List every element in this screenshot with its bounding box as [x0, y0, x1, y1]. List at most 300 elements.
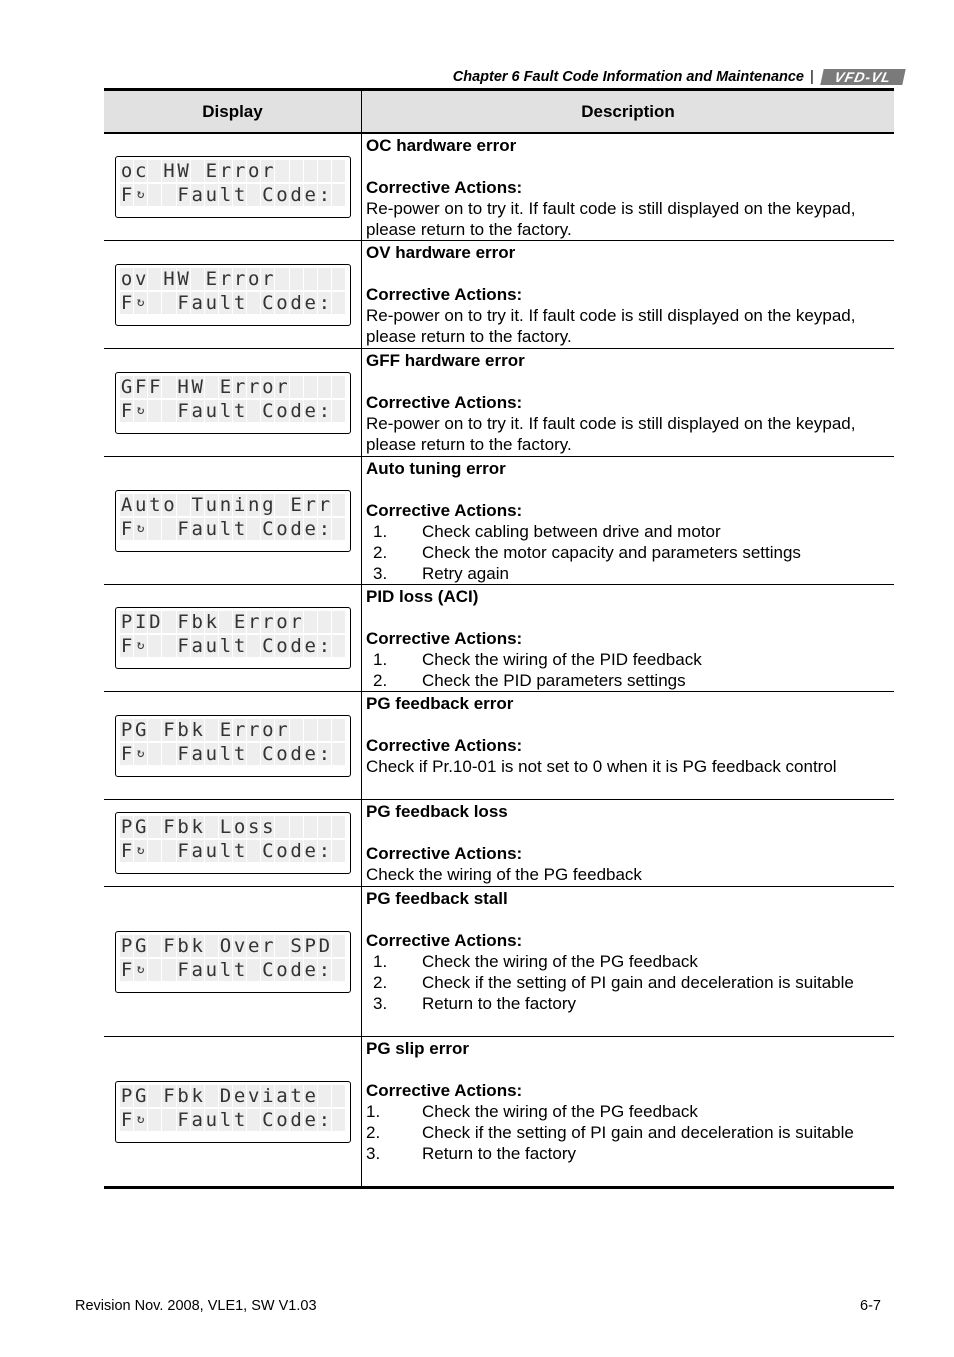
corrective-text: Re-power on to try it. If fault code is still displayed on the keypad, please return to the factory.: [366, 199, 856, 239]
lcd-char: d: [290, 635, 302, 657]
lcd-char: r: [262, 160, 274, 182]
lcd-char: F: [163, 1084, 175, 1107]
lcd-char: a: [191, 742, 203, 765]
lcd-char: [332, 184, 346, 206]
lcd-char: F: [163, 718, 175, 741]
display-cell: [104, 1037, 362, 1188]
lcd-char: d: [290, 958, 302, 981]
table-row: [104, 349, 894, 457]
table-row: [104, 887, 894, 1037]
lcd-fwd-prefix: F: [120, 1108, 133, 1131]
step-text: Check the PID parameters settings: [422, 671, 686, 690]
lcd-char: a: [191, 958, 203, 981]
lcd-char: t: [233, 635, 246, 657]
lcd-char: [148, 1109, 162, 1131]
lcd-char: t: [233, 399, 246, 422]
display-column-header: Display: [104, 90, 362, 134]
step-text: Check the motor capacity and parameters settings: [422, 543, 801, 562]
lcd-char: e: [247, 934, 260, 957]
lcd-char: [148, 1085, 162, 1107]
rotation-icon: ↻: [134, 1109, 148, 1131]
lcd-char: r: [233, 375, 246, 398]
lcd-char: :: [318, 1108, 331, 1131]
step-number: 2.: [366, 1123, 381, 1142]
lcd-char: r: [233, 718, 246, 741]
lcd-line-2: [120, 292, 346, 316]
lcd-char: b: [177, 1084, 189, 1107]
chapter-title: Chapter 6 Fault Code Information and Maintenance: [452, 69, 804, 85]
lcd-char: r: [318, 493, 331, 516]
lcd-char: l: [219, 635, 232, 657]
lcd-char: r: [219, 267, 232, 290]
lcd-line-1: [120, 935, 346, 959]
rotation-icon: ↻: [134, 518, 148, 540]
lcd-char: [205, 719, 219, 741]
lcd-char: v: [134, 267, 147, 290]
lcd-fwd-prefix: F: [120, 742, 133, 765]
corrective-actions-label: Corrective Actions:: [366, 285, 523, 304]
lcd-char: [148, 840, 162, 862]
lcd-char: [332, 160, 346, 182]
lcd-char: u: [205, 517, 218, 540]
lcd-char: H: [163, 160, 175, 182]
lcd-char: [247, 292, 261, 314]
step-number: 3.: [366, 1144, 381, 1163]
lcd-char: :: [318, 958, 331, 981]
description-column-header: Description: [362, 90, 895, 134]
lcd-char: l: [219, 399, 232, 422]
lcd-char: u: [205, 399, 218, 422]
fault-title: PG feedback loss: [366, 802, 508, 821]
step-number: 2.: [373, 973, 388, 992]
lcd-char: [162, 184, 176, 206]
lcd-char: [162, 376, 176, 398]
lcd-char: v: [247, 1084, 260, 1107]
display-cell: [104, 457, 362, 585]
spacer: [366, 1059, 894, 1080]
lcd-char: s: [247, 816, 260, 838]
lcd-char: F: [177, 399, 189, 422]
lcd-char: F: [177, 742, 189, 765]
lcd-char: [191, 160, 205, 182]
lcd-char: F: [163, 816, 175, 838]
lcd-char: o: [120, 160, 133, 182]
lcd-char: :: [318, 184, 331, 206]
lcd-char: [290, 816, 304, 838]
lcd-char: [332, 1085, 346, 1107]
lcd-fwd-prefix: F: [120, 291, 133, 314]
step-number: 2.: [373, 671, 388, 690]
corrective-actions-label: Corrective Actions:: [366, 736, 523, 755]
fault-title: Auto tuning error: [366, 459, 506, 478]
lcd-char: [275, 268, 289, 290]
step-number: 2.: [373, 543, 388, 562]
fault-title: PG feedback error: [366, 694, 514, 713]
lcd-char: P: [120, 934, 133, 957]
lcd-char: P: [304, 934, 316, 957]
lcd-char: e: [304, 742, 316, 765]
lcd-char: o: [262, 375, 274, 398]
lcd-char: e: [304, 291, 316, 314]
corrective-actions-label: Corrective Actions:: [366, 501, 523, 520]
lcd-line-2: [120, 1109, 346, 1133]
fault-title: PID loss (ACI): [366, 587, 479, 606]
lcd-char: C: [262, 1108, 274, 1131]
lcd-char: d: [290, 399, 302, 422]
lcd-char: [332, 840, 346, 862]
lcd-char: a: [191, 291, 203, 314]
lcd-char: u: [205, 635, 218, 657]
lcd-char: l: [219, 291, 232, 314]
lcd-char: s: [262, 816, 274, 838]
step-number: 1.: [373, 522, 388, 541]
lcd-char: [247, 400, 261, 422]
lcd-char: u: [205, 184, 218, 206]
fault-title: GFF hardware error: [366, 351, 525, 370]
lcd-char: [332, 635, 346, 657]
display-cell: [104, 585, 362, 692]
lcd-char: i: [233, 493, 246, 516]
lcd-char: C: [262, 840, 274, 862]
lcd-char: C: [262, 184, 274, 206]
corrective-step: [366, 1101, 894, 1122]
lcd-line-2: [120, 184, 346, 208]
lcd-char: d: [290, 184, 302, 206]
lcd-char: d: [290, 291, 302, 314]
page-number: 6-7: [860, 1298, 881, 1314]
description-cell: [362, 692, 895, 800]
lcd-line-2: [120, 959, 346, 983]
lcd-char: F: [149, 375, 161, 398]
lcd-char: :: [318, 399, 331, 422]
lcd-char: [162, 400, 176, 422]
lcd-char: [290, 268, 304, 290]
lcd-char: [205, 376, 219, 398]
lcd-char: i: [262, 1084, 274, 1107]
lcd-char: E: [290, 493, 302, 516]
corrective-step: [366, 1122, 894, 1143]
lcd-display: [115, 372, 351, 434]
lcd-char: :: [318, 635, 331, 657]
step-text: Check the wiring of the PID feedback: [422, 650, 702, 669]
lcd-char: b: [177, 816, 189, 838]
lcd-char: r: [233, 267, 246, 290]
lcd-char: n: [219, 493, 232, 516]
lcd-char: :: [318, 291, 331, 314]
lcd-char: G: [134, 934, 147, 957]
lcd-char: [148, 518, 162, 540]
lcd-char: [275, 494, 289, 516]
lcd-char: e: [304, 399, 316, 422]
lcd-char: :: [318, 742, 331, 765]
lcd-char: r: [247, 611, 260, 633]
description-cell: [362, 585, 895, 692]
lcd-char: o: [120, 267, 133, 290]
lcd-char: L: [219, 816, 232, 838]
lcd-line-2: [120, 518, 346, 542]
lcd-char: [247, 840, 261, 862]
lcd-char: C: [262, 399, 274, 422]
spacer: [366, 714, 894, 735]
lcd-char: a: [191, 399, 203, 422]
spacer: [366, 371, 894, 392]
lcd-char: o: [276, 399, 288, 422]
lcd-char: [318, 1085, 332, 1107]
description-cell: [362, 887, 895, 1037]
lcd-char: [275, 816, 289, 838]
lcd-char: [304, 160, 318, 182]
lcd-char: o: [276, 635, 288, 657]
corrective-step: [366, 563, 894, 584]
lcd-char: o: [163, 493, 175, 516]
lcd-char: W: [177, 267, 189, 290]
lcd-char: [219, 611, 233, 633]
rotation-icon: ↻: [134, 840, 148, 862]
lcd-char: [162, 518, 176, 540]
lcd-display: [115, 490, 351, 552]
lcd-char: u: [134, 493, 147, 516]
lcd-char: I: [134, 611, 147, 633]
lcd-char: F: [177, 611, 189, 633]
corrective-step: [366, 972, 894, 993]
lcd-display: [115, 1081, 351, 1143]
lcd-char: g: [262, 493, 274, 516]
lcd-char: [148, 400, 162, 422]
corrective-actions-label: Corrective Actions:: [366, 178, 523, 197]
lcd-char: a: [191, 840, 203, 862]
lcd-char: n: [247, 493, 260, 516]
table-row: [104, 241, 894, 349]
lcd-char: [332, 494, 346, 516]
lcd-char: C: [262, 742, 274, 765]
lcd-char: E: [219, 375, 232, 398]
lcd-char: S: [290, 934, 302, 957]
display-cell: [104, 800, 362, 887]
lcd-char: a: [191, 635, 203, 657]
lcd-char: [148, 816, 162, 838]
step-text: Check the wiring of the PG feedback: [422, 952, 698, 971]
lcd-char: [247, 518, 261, 540]
lcd-char: [304, 816, 318, 838]
step-number: 3.: [373, 564, 388, 583]
lcd-char: o: [276, 840, 288, 862]
step-text: Check if the setting of PI gain and deceleration is suitable: [422, 1123, 854, 1142]
lcd-char: [290, 160, 304, 182]
lcd-char: e: [304, 184, 316, 206]
lcd-char: W: [191, 375, 203, 398]
fault-title: OV hardware error: [366, 243, 516, 262]
lcd-char: r: [262, 611, 274, 633]
step-number: 1.: [366, 1102, 381, 1121]
lcd-char: C: [262, 635, 274, 657]
lcd-char: [177, 494, 191, 516]
lcd-char: t: [290, 1084, 302, 1107]
description-cell: [362, 241, 895, 349]
lcd-char: [290, 719, 304, 741]
lcd-fwd-prefix: F: [120, 399, 133, 422]
lcd-char: t: [233, 958, 246, 981]
corrective-step: [366, 993, 894, 1014]
lcd-line-2: [120, 400, 346, 424]
lcd-char: O: [219, 934, 232, 957]
lcd-char: r: [276, 375, 288, 398]
corrective-actions-label: Corrective Actions:: [366, 931, 523, 950]
lcd-char: [148, 292, 162, 314]
lcd-char: H: [177, 375, 189, 398]
lcd-char: [205, 935, 219, 957]
lcd-char: [162, 292, 176, 314]
lcd-char: o: [276, 517, 288, 540]
lcd-char: P: [120, 718, 133, 741]
lcd-char: [162, 1109, 176, 1131]
lcd-char: [304, 268, 318, 290]
display-cell: [104, 349, 362, 457]
lcd-char: [275, 935, 289, 957]
description-cell: [362, 1037, 895, 1188]
lcd-char: [318, 816, 332, 838]
lcd-char: e: [304, 635, 316, 657]
lcd-char: T: [191, 493, 203, 516]
lcd-char: u: [205, 291, 218, 314]
lcd-char: G: [134, 718, 147, 741]
step-number: 1.: [373, 650, 388, 669]
table-header-row: [104, 90, 894, 134]
lcd-char: F: [163, 934, 175, 957]
lcd-char: D: [219, 1084, 232, 1107]
lcd-char: [275, 160, 289, 182]
lcd-char: a: [191, 517, 203, 540]
corrective-actions-label: Corrective Actions:: [366, 844, 523, 863]
lcd-char: [148, 959, 162, 981]
lcd-char: t: [233, 184, 246, 206]
lcd-char: r: [219, 160, 232, 182]
lcd-char: F: [177, 517, 189, 540]
step-text: Check cabling between drive and motor: [422, 522, 721, 541]
lcd-char: r: [262, 267, 274, 290]
lcd-char: E: [219, 718, 232, 741]
lcd-char: k: [191, 1084, 203, 1107]
fault-code-table: [104, 88, 894, 1189]
lcd-char: t: [149, 493, 161, 516]
lcd-char: t: [233, 742, 246, 765]
lcd-char: o: [276, 742, 288, 765]
lcd-char: P: [120, 611, 133, 633]
lcd-char: [247, 184, 261, 206]
corrective-actions-label: Corrective Actions:: [366, 629, 523, 648]
lcd-char: [148, 743, 162, 765]
lcd-char: l: [219, 742, 232, 765]
lcd-char: d: [290, 517, 302, 540]
lcd-fwd-prefix: F: [120, 958, 133, 981]
lcd-char: [318, 376, 332, 398]
display-cell: [104, 887, 362, 1037]
lcd-char: r: [233, 160, 246, 182]
lcd-char: o: [276, 1108, 288, 1131]
lcd-char: k: [191, 934, 203, 957]
lcd-char: o: [233, 816, 246, 838]
lcd-line-2: [120, 743, 346, 767]
step-text: Retry again: [422, 564, 509, 583]
lcd-display: [115, 931, 351, 993]
lcd-line-1: [120, 494, 346, 518]
table-row: [104, 800, 894, 887]
lcd-char: [332, 292, 346, 314]
lcd-char: u: [205, 958, 218, 981]
table-row: [104, 457, 894, 585]
lcd-char: [162, 840, 176, 862]
fault-title: OC hardware error: [366, 136, 517, 155]
description-cell: [362, 800, 895, 887]
lcd-char: D: [318, 934, 331, 957]
lcd-char: t: [233, 1108, 246, 1131]
revision-note: Revision Nov. 2008, VLE1, SW V1.03: [75, 1298, 317, 1314]
lcd-fwd-prefix: F: [120, 184, 133, 206]
table-row: [104, 133, 894, 241]
lcd-char: r: [247, 375, 260, 398]
lcd-char: r: [276, 718, 288, 741]
lcd-char: k: [205, 611, 218, 633]
lcd-char: G: [134, 816, 147, 838]
lcd-char: [148, 719, 162, 741]
lcd-char: [332, 400, 346, 422]
lcd-char: [332, 611, 346, 633]
description-cell: [362, 133, 895, 241]
lcd-line-1: [120, 1085, 346, 1109]
lcd-char: G: [134, 1084, 147, 1107]
lcd-line-1: [120, 816, 346, 840]
spacer: [366, 479, 894, 500]
lcd-char: u: [205, 493, 218, 516]
lcd-char: C: [262, 291, 274, 314]
corrective-actions-label: Corrective Actions:: [366, 1081, 523, 1100]
lcd-char: o: [247, 267, 260, 290]
lcd-char: H: [163, 267, 175, 290]
corrective-step: [366, 542, 894, 563]
lcd-line-1: [120, 268, 346, 292]
lcd-char: C: [262, 517, 274, 540]
lcd-char: F: [177, 291, 189, 314]
lcd-fwd-prefix: F: [120, 840, 133, 862]
lcd-char: k: [191, 816, 203, 838]
lcd-char: :: [318, 840, 331, 862]
lcd-char: k: [191, 718, 203, 741]
lcd-char: [247, 635, 261, 657]
lcd-char: C: [262, 958, 274, 981]
lcd-char: [304, 376, 318, 398]
lcd-char: A: [120, 493, 133, 516]
lcd-line-2: [120, 840, 346, 864]
corrective-actions-label: Corrective Actions:: [366, 393, 523, 412]
lcd-char: F: [177, 1108, 189, 1131]
lcd-char: [332, 268, 346, 290]
header-separator: |: [810, 68, 814, 85]
lcd-char: [318, 268, 332, 290]
lcd-char: o: [276, 291, 288, 314]
lcd-char: u: [205, 1108, 218, 1131]
lcd-char: [148, 635, 162, 657]
lcd-char: e: [304, 1108, 316, 1131]
corrective-step: [366, 1143, 894, 1164]
lcd-char: [148, 184, 162, 206]
lcd-char: :: [318, 517, 331, 540]
step-number: 1.: [373, 952, 388, 971]
lcd-char: e: [233, 1084, 246, 1107]
lcd-char: D: [149, 611, 161, 633]
lcd-char: [332, 816, 346, 838]
lcd-char: F: [134, 375, 147, 398]
lcd-char: [318, 611, 332, 633]
rotation-icon: ↻: [134, 400, 148, 422]
